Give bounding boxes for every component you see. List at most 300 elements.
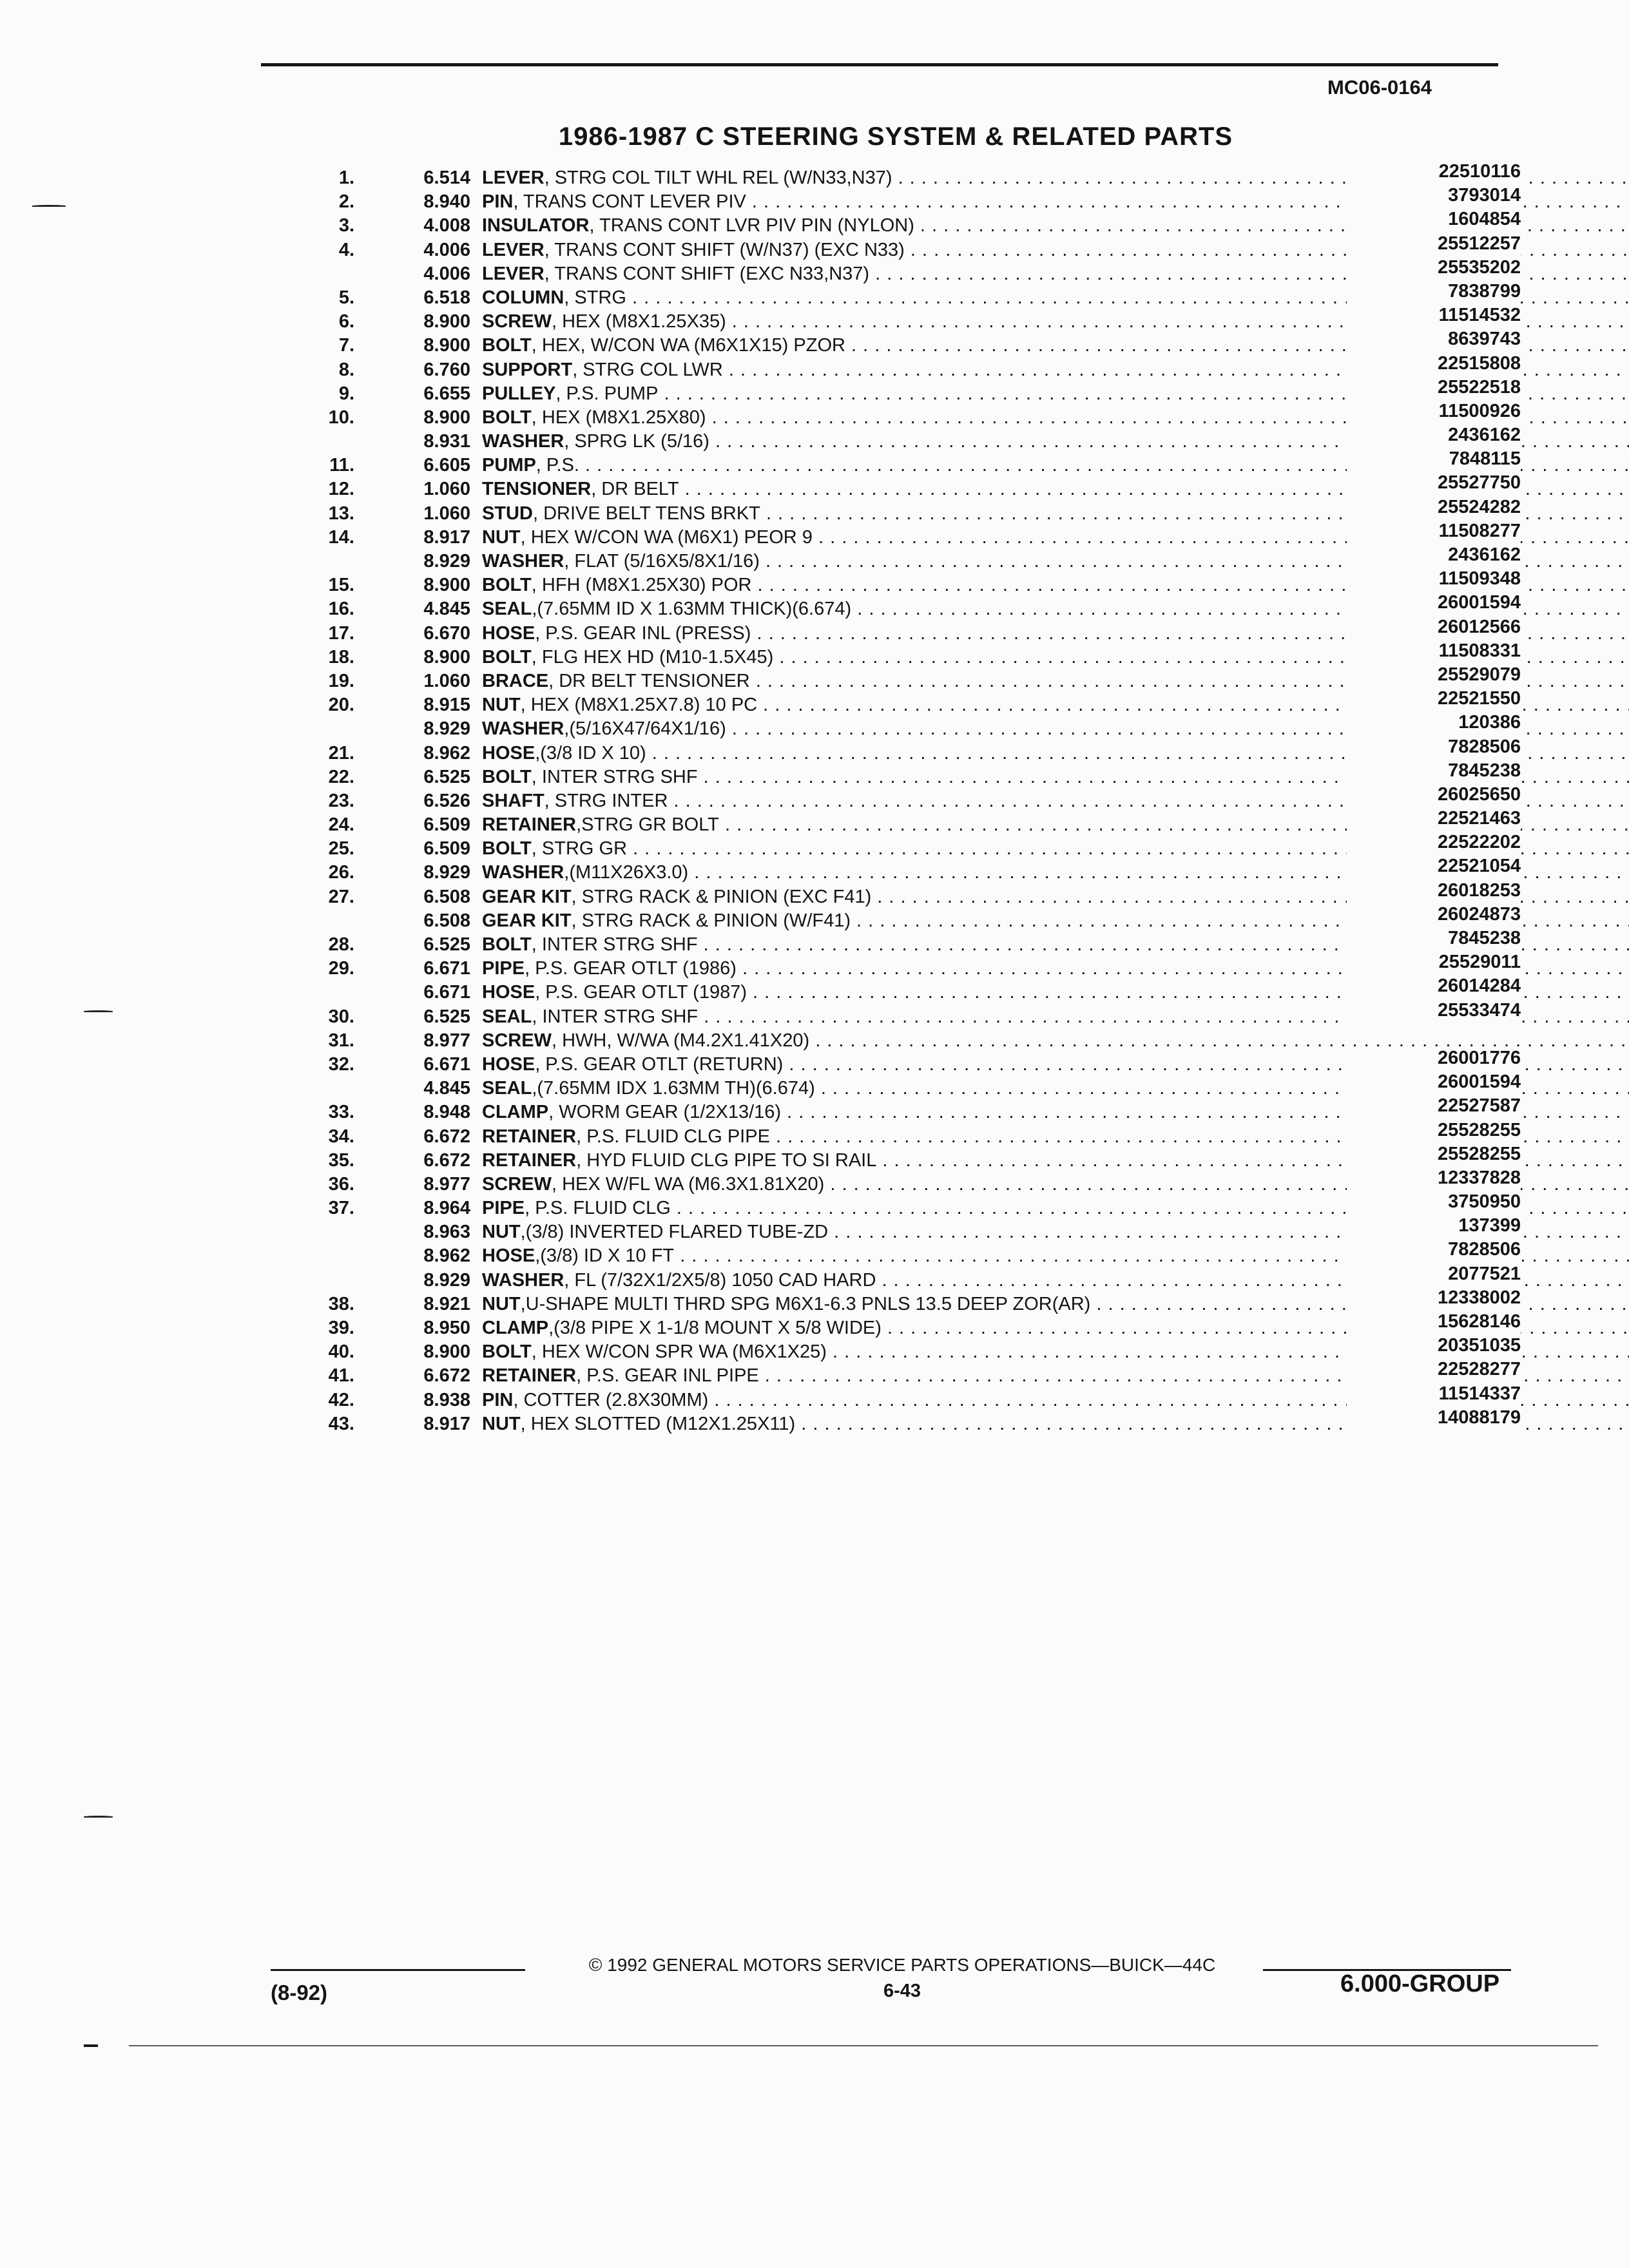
item-number: 11. bbox=[329, 455, 354, 476]
group-code: 8.900 bbox=[423, 335, 470, 356]
item-number: 37. bbox=[328, 1198, 354, 1219]
part-row bbox=[309, 903, 1521, 933]
group-code: 8.977 bbox=[423, 1173, 470, 1195]
group-code: 8.917 bbox=[423, 526, 470, 548]
part-number: 12337828 bbox=[1347, 1166, 1521, 1190]
part-row bbox=[309, 376, 1521, 406]
part-name: BOLT bbox=[482, 934, 532, 955]
part-detail: , P.S. PUMP bbox=[555, 383, 659, 404]
part-row bbox=[309, 1215, 1521, 1244]
part-name: PIN bbox=[482, 191, 514, 213]
part-row bbox=[309, 832, 1521, 861]
part-row bbox=[309, 736, 1521, 765]
part-number: 26018253 bbox=[1347, 879, 1521, 903]
part-number: 22521054 bbox=[1347, 854, 1521, 878]
group-code: 8.963 bbox=[423, 1222, 470, 1243]
group-code: 6.525 bbox=[423, 1006, 470, 1027]
part-name: SEAL bbox=[482, 1078, 532, 1099]
part-name: SHAFT bbox=[482, 790, 545, 811]
part-number: 7828506 bbox=[1347, 1238, 1521, 1262]
item-number: 22. bbox=[328, 766, 354, 787]
part-number: 25533474 bbox=[1347, 999, 1521, 1023]
group-code: 8.900 bbox=[423, 646, 470, 668]
part-name: BOLT bbox=[482, 646, 532, 668]
item-number: 30. bbox=[328, 1006, 354, 1027]
item-number: 6. bbox=[338, 311, 354, 332]
part-detail: , FLG HEX HD (M10-1.5X45) bbox=[531, 646, 774, 668]
part-row bbox=[309, 472, 1521, 501]
item-number: 21. bbox=[328, 742, 354, 764]
item-number: 7. bbox=[338, 335, 354, 356]
part-name: CLAMP bbox=[482, 1102, 549, 1123]
part-number: 7848115 bbox=[1347, 447, 1521, 471]
part-row bbox=[309, 616, 1521, 646]
part-row bbox=[309, 592, 1521, 621]
part-detail: , DR BELT bbox=[591, 479, 679, 500]
item-number: 31. bbox=[328, 1030, 354, 1051]
part-detail: , DR BELT TENSIONER bbox=[548, 670, 750, 691]
item-number: 38. bbox=[328, 1293, 354, 1314]
part-row bbox=[309, 1072, 1521, 1100]
group-code: 4.006 bbox=[423, 239, 470, 260]
part-detail: , P.S. GEAR INL PIPE bbox=[576, 1365, 759, 1387]
item-number: 18. bbox=[328, 646, 354, 668]
group-code: 8.977 bbox=[423, 1030, 470, 1051]
group-code: 4.006 bbox=[423, 263, 470, 284]
part-row bbox=[309, 1239, 1521, 1268]
part-detail: , INTER STRG SHF bbox=[531, 766, 698, 787]
part-number: 2436162 bbox=[1347, 543, 1521, 567]
part-name: LEVER bbox=[482, 168, 545, 188]
group-code: 6.672 bbox=[423, 1149, 470, 1171]
part-name: SCREW bbox=[482, 311, 552, 332]
part-number: 25529079 bbox=[1347, 663, 1521, 687]
item-number: 28. bbox=[328, 934, 354, 955]
part-detail: ,(7.65MM IDX 1.63MM TH)(6.674) bbox=[532, 1078, 815, 1099]
part-name: SUPPORT bbox=[482, 359, 573, 380]
part-row bbox=[309, 928, 1521, 957]
part-detail: , HEX (M8X1.25X7.8) 10 PC bbox=[520, 695, 758, 716]
part-detail: , STRG GR bbox=[531, 838, 628, 860]
part-number: 25522518 bbox=[1347, 376, 1521, 399]
part-detail: ,(3/8 ID X 10) bbox=[535, 742, 646, 764]
part-row bbox=[309, 1263, 1521, 1293]
part-row bbox=[309, 1167, 1521, 1196]
part-number: 1604854 bbox=[1347, 207, 1521, 231]
part-number: 11509348 bbox=[1347, 567, 1521, 591]
part-number: 2077521 bbox=[1347, 1262, 1521, 1286]
item-number: 19. bbox=[328, 670, 354, 691]
part-row bbox=[309, 280, 1521, 310]
part-detail: ,(M11X26X3.0) bbox=[564, 862, 689, 883]
footer-copyright: © 1992 GENERAL MOTORS SERVICE PARTS OPERATIONS—BUICK—44C bbox=[588, 1955, 1216, 1975]
part-number: 7838799 bbox=[1347, 280, 1521, 303]
footer-rule-left bbox=[271, 1969, 525, 1971]
part-number: 22527587 bbox=[1347, 1094, 1521, 1118]
group-code: 6.508 bbox=[423, 886, 470, 907]
part-detail: , P.S. GEAR OTLT (RETURN) bbox=[535, 1053, 784, 1075]
group-code: 8.900 bbox=[423, 1341, 470, 1363]
part-row bbox=[309, 808, 1521, 837]
group-code: 8.948 bbox=[423, 1102, 470, 1123]
group-code: 8.929 bbox=[423, 1269, 470, 1291]
group-code: 8.917 bbox=[423, 1413, 470, 1434]
part-name: WASHER bbox=[482, 1269, 564, 1291]
part-number: 26025650 bbox=[1347, 783, 1521, 807]
group-code: 1.060 bbox=[423, 503, 470, 524]
part-detail: , TRANS CONT SHIFT (EXC N33,N37) bbox=[544, 263, 870, 284]
part-number: 20351035 bbox=[1347, 1334, 1521, 1358]
part-row bbox=[309, 1335, 1521, 1364]
part-number: 12338002 bbox=[1347, 1286, 1521, 1310]
part-detail: , P.S. GEAR INL (PRESS) bbox=[535, 622, 751, 644]
group-code: 6.525 bbox=[423, 766, 470, 787]
part-number: 22521463 bbox=[1347, 807, 1521, 831]
part-name: SCREW bbox=[482, 1030, 552, 1051]
part-detail: , HEX SLOTTED (M12X1.25X11) bbox=[520, 1413, 796, 1434]
part-name: SCREW bbox=[482, 1173, 552, 1195]
part-row bbox=[309, 209, 1521, 238]
item-number: 24. bbox=[328, 814, 354, 836]
part-row bbox=[309, 1359, 1521, 1388]
group-code: 6.671 bbox=[423, 982, 470, 1003]
part-row bbox=[309, 544, 1521, 573]
part-number: 7828506 bbox=[1347, 735, 1521, 759]
part-detail: , HYD FLUID CLG PIPE TO SI RAIL bbox=[576, 1149, 877, 1171]
part-detail: , DRIVE BELT TENS BRKT bbox=[532, 503, 760, 524]
group-code: 6.672 bbox=[423, 1365, 470, 1387]
part-name: SEAL bbox=[482, 1006, 532, 1027]
part-name: BOLT bbox=[482, 407, 532, 428]
part-name: INSULATOR bbox=[482, 215, 590, 236]
group-code: 6.525 bbox=[423, 934, 470, 955]
item-number: 34. bbox=[328, 1126, 354, 1147]
part-row bbox=[309, 185, 1521, 214]
part-name: RETAINER bbox=[482, 1126, 577, 1147]
part-number: 7845238 bbox=[1347, 759, 1521, 783]
part-row bbox=[309, 329, 1521, 358]
part-number: 22528277 bbox=[1347, 1358, 1521, 1381]
item-number: 8. bbox=[338, 359, 354, 380]
part-number: 26024873 bbox=[1347, 903, 1521, 927]
part-number: 14088179 bbox=[1347, 1406, 1521, 1430]
group-code: 6.514 bbox=[423, 168, 470, 188]
part-name: SEAL bbox=[482, 599, 532, 620]
part-number: 22521550 bbox=[1347, 687, 1521, 711]
item-number: 35. bbox=[328, 1149, 354, 1171]
group-code: 6.671 bbox=[423, 958, 470, 979]
part-name: PULLEY bbox=[482, 383, 556, 404]
group-code: 6.605 bbox=[423, 455, 470, 476]
part-number: 11514532 bbox=[1347, 303, 1521, 327]
part-row bbox=[309, 1407, 1521, 1436]
item-number: 26. bbox=[328, 862, 354, 883]
part-detail: , INTER STRG SHF bbox=[531, 934, 698, 955]
part-detail: , HEX W/CON WA (M6X1) PEOR 9 bbox=[520, 526, 813, 548]
item-number: 40. bbox=[328, 1341, 354, 1363]
item-number: 13. bbox=[328, 503, 354, 524]
part-name: BOLT bbox=[482, 575, 532, 596]
part-detail: , FL (7/32X1/2X5/8) 1050 CAD HARD bbox=[564, 1269, 876, 1291]
part-name: STUD bbox=[482, 503, 533, 524]
group-code: 1.060 bbox=[423, 479, 470, 500]
group-code: 8.962 bbox=[423, 742, 470, 764]
item-number: 5. bbox=[338, 287, 354, 308]
part-name: PIPE bbox=[482, 958, 525, 979]
item-number: 27. bbox=[328, 886, 354, 907]
parts-list bbox=[309, 161, 1521, 1436]
part-number: 26012566 bbox=[1347, 615, 1521, 639]
item-number: 32. bbox=[328, 1053, 354, 1075]
part-name: PIN bbox=[482, 1389, 514, 1410]
part-name: HOSE bbox=[482, 1245, 535, 1267]
group-code: 6.509 bbox=[423, 814, 470, 836]
margin-mark bbox=[84, 1010, 113, 1012]
margin-mark bbox=[32, 205, 66, 207]
part-row bbox=[309, 1143, 1521, 1173]
item-number: 29. bbox=[328, 958, 354, 979]
part-row bbox=[309, 1029, 1521, 1053]
part-row bbox=[309, 640, 1521, 669]
part-row bbox=[309, 496, 1521, 526]
part-detail: , HEX (M8X1.25X80) bbox=[531, 407, 706, 428]
group-code: 6.509 bbox=[423, 838, 470, 860]
part-name: HOSE bbox=[482, 742, 535, 764]
document-id: MC06-0164 bbox=[1327, 76, 1432, 99]
part-row bbox=[309, 1047, 1521, 1077]
item-number: 41. bbox=[328, 1365, 354, 1387]
part-number: 11508331 bbox=[1347, 639, 1521, 663]
part-name: GEAR KIT bbox=[482, 910, 572, 931]
part-number: 137399 bbox=[1347, 1214, 1521, 1238]
part-detail: , HEX W/CON SPR WA (M6X1X25) bbox=[531, 1341, 827, 1363]
part-number: 22510116 bbox=[1347, 160, 1521, 184]
part-number: 25512257 bbox=[1347, 232, 1521, 256]
part-number: 11514337 bbox=[1347, 1382, 1521, 1406]
part-row bbox=[309, 688, 1521, 717]
part-name: RETAINER bbox=[482, 814, 577, 836]
part-row bbox=[309, 999, 1521, 1029]
item-number: 39. bbox=[328, 1318, 354, 1338]
part-row bbox=[309, 256, 1521, 286]
part-name: LEVER bbox=[482, 239, 545, 260]
part-name: LEVER bbox=[482, 263, 545, 284]
part-row bbox=[309, 783, 1521, 813]
part-row bbox=[309, 1287, 1521, 1316]
part-name: RETAINER bbox=[482, 1365, 577, 1387]
group-code: 6.670 bbox=[423, 622, 470, 644]
part-detail: , P.S. bbox=[535, 455, 579, 476]
group-code: 8.962 bbox=[423, 1245, 470, 1267]
part-row bbox=[309, 425, 1521, 454]
part-detail: , TRANS CONT SHIFT (W/N37) (EXC N33) bbox=[544, 239, 905, 260]
group-code: 6.518 bbox=[423, 287, 470, 308]
part-name: HOSE bbox=[482, 622, 535, 644]
part-number: 25528255 bbox=[1347, 1142, 1521, 1166]
group-label: 6.000-GROUP bbox=[1340, 1970, 1500, 1997]
group-code: 6.655 bbox=[423, 383, 470, 404]
bottom-rule bbox=[129, 2045, 1598, 2046]
part-name: NUT bbox=[482, 1293, 521, 1314]
part-name: BOLT bbox=[482, 838, 532, 860]
part-row bbox=[309, 856, 1521, 885]
bottom-rule-tick bbox=[84, 2044, 98, 2047]
item-number: 12. bbox=[328, 479, 354, 500]
group-code: 4.845 bbox=[423, 1078, 470, 1099]
part-number: 26014284 bbox=[1347, 974, 1521, 998]
part-detail: , INTER STRG SHF bbox=[532, 1006, 699, 1027]
part-number: 3750950 bbox=[1347, 1190, 1521, 1214]
part-number: 25527750 bbox=[1347, 471, 1521, 495]
part-name: NUT bbox=[482, 1413, 521, 1434]
item-number: 33. bbox=[328, 1102, 354, 1123]
part-number: 22522202 bbox=[1347, 831, 1521, 854]
part-name: BRACE bbox=[482, 670, 549, 691]
part-name: BOLT bbox=[482, 1341, 532, 1363]
part-number: 15628146 bbox=[1347, 1310, 1521, 1334]
part-number: 11508277 bbox=[1347, 519, 1521, 543]
item-number: 9. bbox=[338, 383, 354, 404]
item-number: 17. bbox=[328, 622, 354, 644]
part-name: GEAR KIT bbox=[482, 886, 572, 907]
part-row bbox=[309, 712, 1521, 741]
part-name: WASHER bbox=[482, 551, 564, 572]
part-number: 2436162 bbox=[1347, 423, 1521, 447]
item-number: 14. bbox=[328, 526, 354, 548]
part-number: 120386 bbox=[1347, 711, 1521, 735]
part-row bbox=[309, 305, 1521, 334]
part-detail: , FLAT (5/16X5/8X1/16) bbox=[564, 551, 760, 572]
item-number: 25. bbox=[328, 838, 354, 860]
part-detail: , WORM GEAR (1/2X13/16) bbox=[548, 1102, 782, 1123]
part-row bbox=[309, 664, 1521, 693]
group-code: 6.526 bbox=[423, 790, 470, 811]
part-number: 26001776 bbox=[1347, 1046, 1521, 1070]
item-number: 10. bbox=[328, 407, 354, 428]
part-number: 22515808 bbox=[1347, 352, 1521, 376]
part-row bbox=[309, 1191, 1521, 1220]
group-code: 8.964 bbox=[423, 1198, 470, 1219]
part-row bbox=[309, 1095, 1521, 1124]
top-rule bbox=[261, 63, 1498, 66]
part-row bbox=[309, 1311, 1521, 1340]
part-number: 25528255 bbox=[1347, 1119, 1521, 1142]
part-name: TENSIONER bbox=[482, 479, 592, 500]
item-number: 23. bbox=[328, 790, 354, 811]
part-name: WASHER bbox=[482, 862, 564, 883]
part-row bbox=[309, 520, 1521, 550]
margin-mark bbox=[84, 1816, 113, 1818]
group-code: 4.845 bbox=[423, 599, 470, 620]
group-code: 8.940 bbox=[423, 191, 470, 213]
part-number: 25524282 bbox=[1347, 495, 1521, 519]
part-name: PUMP bbox=[482, 455, 536, 476]
part-number: 7845238 bbox=[1347, 927, 1521, 950]
part-detail: , TRANS CONT LEVER PIV bbox=[513, 191, 746, 213]
item-number: 43. bbox=[328, 1413, 354, 1434]
item-number: 3. bbox=[338, 215, 354, 236]
item-number: 4. bbox=[338, 239, 354, 260]
item-number: 16. bbox=[328, 599, 354, 620]
part-detail: ,(5/16X47/64X1/16) bbox=[564, 718, 726, 740]
part-detail: , HFH (M8X1.25X30) POR bbox=[531, 575, 752, 596]
part-detail: , TRANS CONT LVR PIV PIN (NYLON) bbox=[589, 215, 914, 236]
item-number: 36. bbox=[328, 1173, 354, 1195]
group-code: 6.760 bbox=[423, 359, 470, 380]
group-code: 6.671 bbox=[423, 1053, 470, 1075]
group-code: 8.900 bbox=[423, 311, 470, 332]
part-row bbox=[309, 1383, 1521, 1412]
part-name: COLUMN bbox=[482, 287, 564, 308]
part-detail: , STRG INTER bbox=[544, 790, 668, 811]
part-name: BOLT bbox=[482, 766, 532, 787]
part-name: WASHER bbox=[482, 431, 564, 452]
group-code: 4.008 bbox=[423, 215, 470, 236]
part-number: 8639743 bbox=[1347, 327, 1521, 351]
part-row bbox=[309, 352, 1521, 382]
group-code: 8.900 bbox=[423, 407, 470, 428]
group-code: 8.921 bbox=[423, 1293, 470, 1314]
part-row bbox=[309, 1119, 1521, 1149]
part-row bbox=[309, 568, 1521, 597]
part-name: PIPE bbox=[482, 1198, 525, 1219]
part-number: 3793014 bbox=[1347, 184, 1521, 207]
group-code: 8.938 bbox=[423, 1389, 470, 1410]
part-detail: , P.S. GEAR OTLT (1986) bbox=[525, 958, 737, 979]
item-number: 1. bbox=[338, 168, 354, 188]
part-detail: , P.S. FLUID CLG PIPE bbox=[576, 1126, 770, 1147]
part-detail: , STRG COL LWR bbox=[572, 359, 723, 380]
part-name: NUT bbox=[482, 695, 521, 716]
part-name: CLAMP bbox=[482, 1318, 549, 1338]
part-name: HOSE bbox=[482, 1053, 535, 1075]
part-name: NUT bbox=[482, 526, 521, 548]
part-detail: , STRG bbox=[564, 287, 626, 308]
item-number: 42. bbox=[328, 1389, 354, 1410]
part-row bbox=[309, 952, 1521, 981]
group-code: 6.508 bbox=[423, 910, 470, 931]
group-code: 8.929 bbox=[423, 718, 470, 740]
part-row bbox=[309, 448, 1521, 477]
group-code: 8.950 bbox=[423, 1318, 470, 1338]
item-number: 20. bbox=[328, 695, 354, 716]
group-code: 8.900 bbox=[423, 575, 470, 596]
part-detail: ,(3/8 PIPE X 1-1/8 MOUNT X 5/8 WIDE) bbox=[548, 1318, 882, 1338]
item-number: 15. bbox=[328, 575, 354, 596]
group-code: 8.929 bbox=[423, 862, 470, 883]
part-name: RETAINER bbox=[482, 1149, 577, 1171]
part-detail: ,STRG GR BOLT bbox=[576, 814, 719, 836]
part-name: BOLT bbox=[482, 335, 532, 356]
part-detail: , HEX (M8X1.25X35) bbox=[551, 311, 726, 332]
part-number: 25535202 bbox=[1347, 256, 1521, 280]
part-detail: , HWH, W/WA (M4.2X1.41X20) bbox=[551, 1030, 810, 1051]
part-row bbox=[309, 400, 1521, 430]
part-detail: , STRG RACK & PINION (W/F41) bbox=[571, 910, 851, 931]
part-name: HOSE bbox=[482, 982, 535, 1003]
group-code: 1.060 bbox=[423, 670, 470, 691]
part-row bbox=[309, 879, 1521, 909]
group-code: 6.672 bbox=[423, 1126, 470, 1147]
part-row bbox=[309, 161, 1521, 190]
part-detail: ,(3/8) INVERTED FLARED TUBE-ZD bbox=[520, 1222, 829, 1243]
part-number: 26001594 bbox=[1347, 1070, 1521, 1094]
part-detail: , SPRG LK (5/16) bbox=[564, 431, 709, 452]
part-detail: , HEX W/FL WA (M6.3X1.81X20) bbox=[551, 1173, 825, 1195]
group-code: 8.931 bbox=[423, 431, 470, 452]
revision-date: (8-92) bbox=[271, 1981, 328, 2004]
part-row bbox=[309, 760, 1521, 789]
